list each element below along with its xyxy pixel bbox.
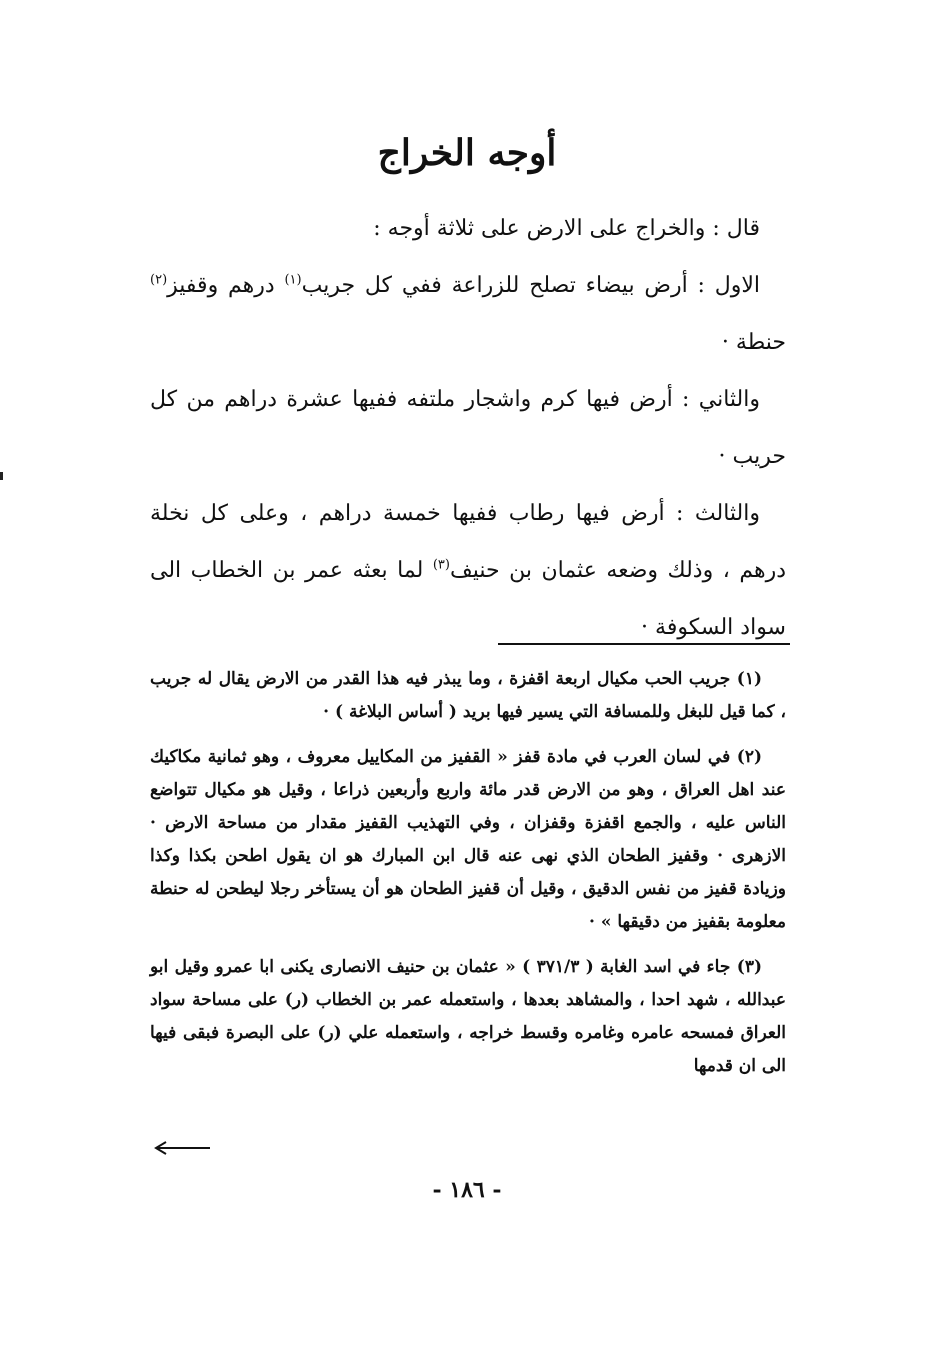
footnotes-section xyxy=(150,663,786,1095)
page-title: أوجه الخراج xyxy=(377,132,557,174)
footnote-ref-1: (١) xyxy=(284,272,302,288)
paragraph-segment: حنطة · xyxy=(721,330,786,355)
footnote-separator xyxy=(498,643,790,645)
paragraph-segment: لما بعثه عمر بن الخطاب الى سواد السكوفة · xyxy=(150,558,786,640)
footnote-2: (٢) في لسان العرب في مادة قفز « القفيز من المكاييل معروف ، وهو ثمانية مكاكيك عند اهل العراق ، وهو من الارض قدر مائة واربع وأربعين ذراعا ، وقيل هو مكيال تتواضع الناس عليه ، والجمع اقفزة وقفزان ، وفي التهذيب القفيز مقدار من مساحة الارض · الازهرى · وقفيز الطحان الذي نهى عنه قال ابن المبارك هو ان يقول اطحن بكذا وكذا وزيادة قفيز من نفس الدقيق ، وقيل أن قفيز الطحان هو أن يستأخر رجلا ليطحن له حنطة معلومة بقفيز من دقيقها » · xyxy=(150,747,786,932)
footnote-1: (١) جريب الحب مكيال اربعة اقفزة ، وما يبذر فيه هذا القدر من الارض يقال له جريب ، كما قيل للبغل وللمسافة التي يسير فيها بريد ( أساس البلاغة ) · xyxy=(150,669,786,722)
footnote-3: (٣) جاء في اسد الغابة ( ٣٧١/٣ ) « عثمان بن حنيف الانصارى يكنى ابا عمرو وقيل ابو عبدالله ، شهد احدا ، والمشاهد بعدها ، واستعمله عمر بن الخطاب (ر) على مساحة سواد العراق فمسحه عامره وغامره وقسط خراجه ، واستعمله علي (ر) على البصرة فبقى فيها الى ان قدمها xyxy=(150,957,786,1076)
paragraph-first-type xyxy=(150,257,786,371)
page-number: - ١٨٦ - xyxy=(432,1177,502,1203)
paragraph-intro: قال : والخراج على الارض على ثلاثة أوجه : xyxy=(373,216,760,241)
paragraph-segment: درهم وقفيز xyxy=(167,273,285,298)
paragraph-segment: الاول : أرض بيضاء تصلح للزراعة ففي كل جريب xyxy=(301,273,760,298)
main-text xyxy=(150,200,786,656)
footnote-ref-2: (٢) xyxy=(150,272,168,288)
footnote-ref-3: (٣) xyxy=(432,557,450,573)
scan-edge-mark xyxy=(0,472,3,480)
paragraph-third-type xyxy=(150,485,786,656)
paragraph-second-type: والثاني : أرض فيها كرم واشجار ملتفه ففيها عشرة دراهم من كل حريب · xyxy=(150,387,786,469)
paragraph-segment: والثالث : أرض فيها رطاب ففيها خمسة دراهم ، وعلى كل نخلة درهم ، وذلك وضعه عثمان بن حنيف xyxy=(150,501,786,583)
left-arrow-icon xyxy=(152,1138,212,1158)
